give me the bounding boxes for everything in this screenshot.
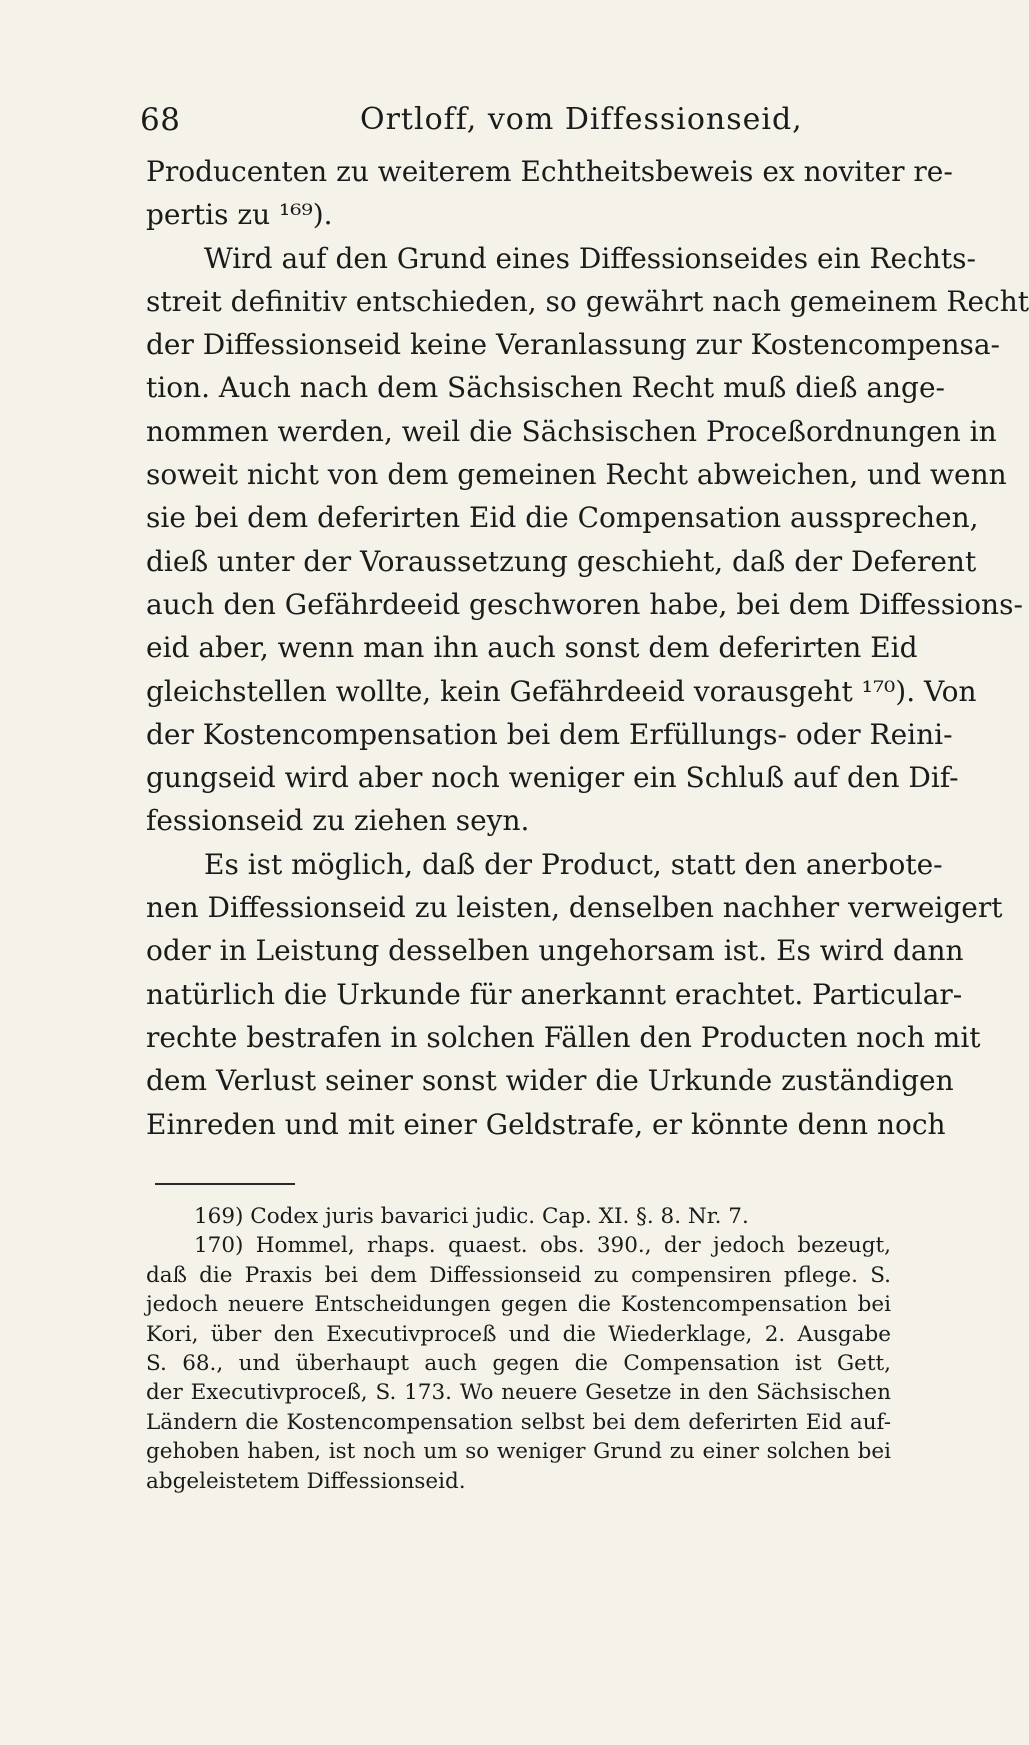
- body-line: natürlich die Urkunde für anerkannt erachtet. Particular-: [146, 977, 963, 1011]
- footnote-line: jedoch neuere Entscheidungen gegen die Kostencompensation bei: [146, 1292, 891, 1318]
- body-line: rechte bestrafen in solchen Fällen den Producten noch mit: [146, 1020, 981, 1054]
- footnote-line: 169) Codex juris bavarici judic. Cap. XI. §. 8. Nr. 7.: [194, 1204, 749, 1229]
- page-number: 68: [140, 102, 181, 138]
- body-line: gleichstellen wollte, kein Gefährdeeid vorausgeht ¹⁷⁰). Von: [146, 674, 977, 708]
- body-line: Einreden und mit einer Geldstrafe, er könnte denn noch: [146, 1107, 946, 1141]
- footnote-divider: [155, 1183, 295, 1185]
- body-line: Wird auf den Grund eines Diffessionseides ein Rechts-: [204, 241, 976, 275]
- body-line: soweit nicht von dem gemeinen Recht abweichen, und wenn: [146, 458, 1007, 492]
- body-line: sie bei dem deferirten Eid die Compensation aussprechen,: [146, 501, 979, 535]
- running-head: Ortloff, vom Diffessionseid,: [360, 102, 803, 137]
- body-line: der Diffessionseid keine Veranlassung zur Kostencompensa-: [146, 328, 1001, 362]
- footnote-line: S. 68., und überhaupt auch gegen die Compensation ist Gett,: [146, 1350, 891, 1376]
- body-line: dem Verlust seiner sonst wider die Urkunde zuständigen: [146, 1064, 954, 1098]
- footnote-line: gehoben haben, ist noch um so weniger Grund zu einer solchen bei: [146, 1439, 891, 1465]
- footnote-line: Ländern die Kostencompensation selbst bei dem deferirten Eid auf-: [146, 1409, 891, 1435]
- body-line: der Kostencompensation bei dem Erfüllungs- oder Reini-: [146, 717, 953, 751]
- body-text: [146, 150, 1029, 1146]
- body-line: dieß unter der Voraussetzung geschieht, daß der Deferent: [146, 544, 977, 578]
- footnote-line: abgeleistetem Diffessionseid.: [146, 1468, 466, 1494]
- body-line: nen Diffessionseid zu leisten, denselben nachher verweigert: [146, 891, 1003, 925]
- footnote-line: 170) Hommel, rhaps. quaest. obs. 390., der jedoch bezeugt,: [194, 1233, 891, 1259]
- footnote-line: daß die Praxis bei dem Diffessionseid zu compensiren pflege. S.: [146, 1262, 891, 1288]
- body-line: auch den Gefährdeeid geschworen habe, bei dem Diffessions-: [146, 587, 1023, 621]
- body-line: eid aber, wenn man ihn auch sonst dem deferirten Eid: [146, 631, 918, 665]
- body-line: Es ist möglich, daß der Product, statt den anerbote-: [204, 847, 943, 881]
- body-line: gungseid wird aber noch weniger ein Schluß auf den Dif-: [146, 761, 959, 795]
- footnote-line: der Executivproceß, S. 173. Wo neuere Gesetze in den Sächsischen: [146, 1380, 891, 1406]
- body-line: Producenten zu weiterem Echtheitsbeweis ex noviter re-: [146, 155, 953, 188]
- body-line: streit definitiv entschieden, so gewährt nach gemeinem Recht: [146, 284, 1029, 318]
- body-line: oder in Leistung desselben ungehorsam ist. Es wird dann: [146, 934, 964, 968]
- page-header: [140, 96, 900, 144]
- footnote-line: Kori, über den Executivproceß und die Wiederklage, 2. Ausgabe: [146, 1321, 891, 1347]
- body-line: nommen werden, weil die Sächsischen Proceßordnungen in: [146, 414, 997, 448]
- body-line: tion. Auch nach dem Sächsischen Recht muß dieß ange-: [146, 371, 945, 405]
- footnotes: [146, 1202, 891, 1496]
- body-line: pertis zu ¹⁶⁹).: [146, 198, 333, 232]
- body-line: fessionseid zu ziehen seyn.: [146, 804, 530, 838]
